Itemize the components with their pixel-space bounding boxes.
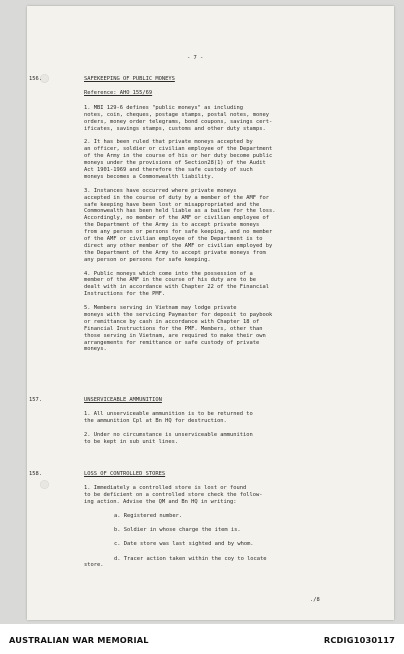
- list-item: d. Tracer action taken within the coy to locate: [114, 555, 267, 562]
- document-page: [27, 6, 394, 620]
- paragraph-line: safe keeping have been lost or misappropriated and the: [84, 201, 260, 208]
- section-title: LOSS OF CONTROLLED STORES: [84, 471, 166, 477]
- list-item: b. Soldier in whose charge the item is.: [114, 527, 241, 534]
- paragraph-line: Instructions for the PMF.: [84, 291, 166, 298]
- paragraph-line: ificates, savings stamps, customs and other duty stamps.: [84, 125, 266, 132]
- paragraph-line: 2. Under no circumstance is unserviceable ammunition: [84, 432, 253, 439]
- paragraph-line: 2. It has been ruled that private moneys accepted by: [84, 139, 253, 146]
- archive-name: AUSTRALIAN WAR MEMORIAL: [9, 635, 149, 645]
- paragraph-line: Act 1901-1969 and therefore the safe custody of such: [84, 167, 253, 174]
- paragraph-line: any person or persons for safe keeping.: [84, 256, 211, 263]
- paragraph-line: those serving in Vietnam, are required to make their own: [84, 332, 266, 339]
- paragraph-line: moneys becomes a Commonwealth liability.: [84, 173, 214, 180]
- paragraph-line: Accordingly, no member of the AMF or civilian employee of: [84, 215, 269, 222]
- section-number: 158.: [29, 471, 42, 477]
- list-item: a. Registered number.: [114, 513, 183, 520]
- paragraph-line: orders, money order telegrams, bond coupons, savings cert-: [84, 118, 273, 125]
- paragraph-line: 4. Public moneys which come into the possession of a: [84, 270, 253, 277]
- paragraph-line: moneys.: [84, 346, 107, 353]
- section-title: SAFEKEEPING OF PUBLIC MONEYS: [84, 76, 175, 82]
- archive-footer: [0, 624, 404, 654]
- paragraph-line: the Department of the Army to accept private moneys from: [84, 249, 266, 256]
- section-reference: Reference: AHO 155/69: [84, 90, 153, 97]
- paragraph-line: Commonwealth has been held liable as a bailee for the loss.: [84, 208, 276, 215]
- paragraph-line: dealt with in accordance with Chapter 22 of the Financial: [84, 284, 269, 291]
- paragraph-line: or remittance by cash in accordance with Chapter 18 of: [84, 318, 260, 325]
- archive-reference: RCDIG1030117: [323, 635, 395, 645]
- paragraph-line: notes, coin, cheques, postage stamps, postal notes, money: [84, 111, 269, 118]
- paragraph-line: 3. Instances have occurred where private moneys: [84, 187, 237, 194]
- paragraph-line: from any person or persons for safe keeping, and no member: [84, 229, 273, 236]
- paragraph-line: ing action. Advise the QM and Bn HQ in writing:: [84, 499, 237, 506]
- paragraph-line: 5. Members serving in Vietnam may lodge private: [84, 305, 237, 312]
- section-title: UNSERVICEABLE AMMUNITION: [84, 397, 162, 403]
- list-item: c. Date store was last sighted and by whom.: [114, 541, 254, 548]
- paragraph-line: arrangements for remittance or safe custody of private: [84, 339, 260, 346]
- paragraph-line: member of the AMF in the course of his duty are to be: [84, 277, 257, 284]
- paragraph-line: the Department of the Army is to accept private moneys: [84, 222, 260, 229]
- paragraph-line: of the AMF or civilian employee of the Department is to: [84, 236, 263, 243]
- page-number: - 7 -: [187, 55, 204, 61]
- paragraph-line: moneys with the servicing Paymaster for deposit to paybook: [84, 311, 273, 318]
- paragraph-line: 1. Immediately a controlled store is lost or found: [84, 485, 247, 492]
- section-number: 157.: [29, 397, 42, 403]
- paragraph-line: accepted in the course of duty by a member of the AMF for: [84, 194, 269, 201]
- punch-hole: [40, 480, 49, 489]
- paragraph-line: to be kept in sub unit lines.: [84, 439, 179, 446]
- paragraph-line: Financial Instructions for the PMF. Members, other than: [84, 325, 263, 332]
- paragraph-line: direct any other member of the AMF or civilian employed by: [84, 242, 273, 249]
- paragraph-line: to be deficient on a controlled store check the follow-: [84, 492, 263, 499]
- paragraph-line: an officer, soldier or civilian employee of the Department: [84, 146, 273, 153]
- paragraph-line: moneys under the provisions of Section28(1) of the Audit: [84, 160, 266, 167]
- paragraph-line: 1. MBI 129-6 defines "public moneys" as including: [84, 104, 244, 111]
- list-item: store.: [84, 562, 104, 569]
- paragraph-line: 1. All unserviceable ammunition is to be returned to: [84, 411, 253, 418]
- paragraph-line: the ammunition Cpl at Bn HQ for destruction.: [84, 418, 227, 425]
- continuation-marker: ./8: [310, 597, 320, 603]
- paragraph-line: of the Army in the course of his or her duty become public: [84, 153, 273, 160]
- section-number: 156.: [29, 76, 42, 82]
